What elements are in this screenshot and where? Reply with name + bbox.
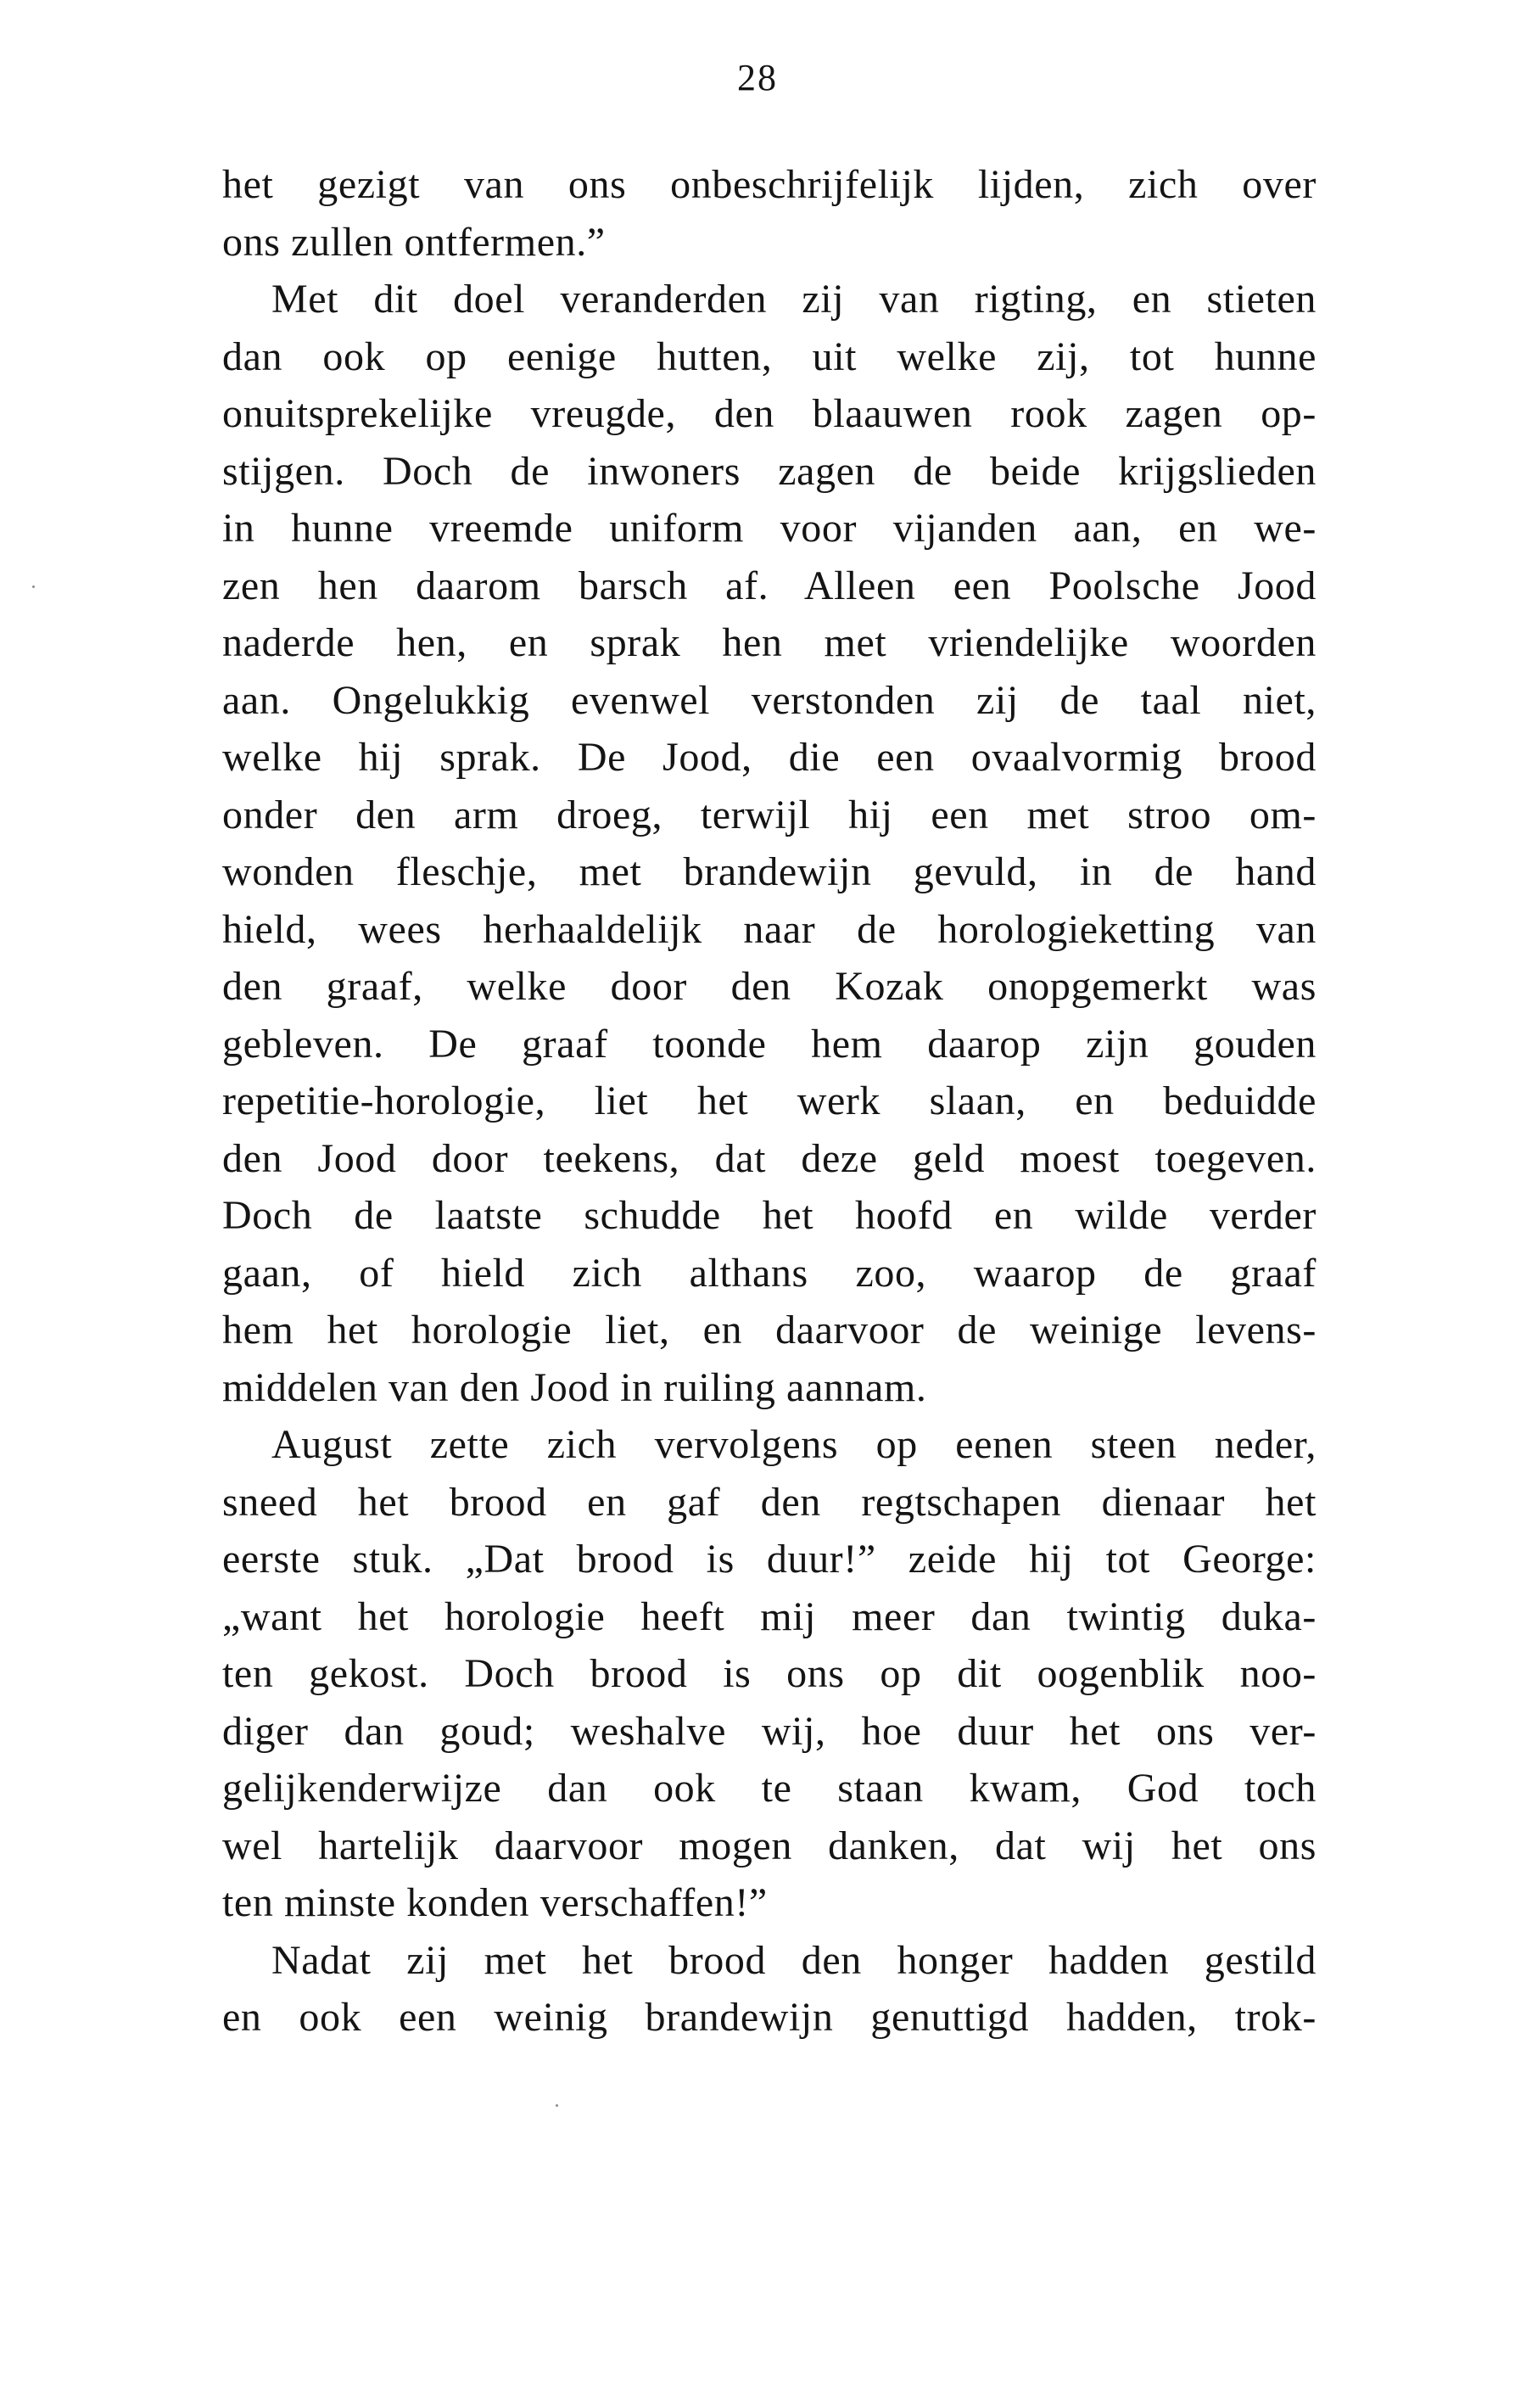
- text-line: „want het horologie heeft mij meer dan twintig duka-: [222, 1593, 1317, 1639]
- text-line: hield, wees herhaaldelijk naar de horologieketting van: [222, 906, 1317, 952]
- text-line: diger dan goud; weshalve wij, hoe duur het ons ver-: [222, 1708, 1317, 1754]
- text-line: ons zullen ontfermen.”: [222, 219, 606, 265]
- text-line: gelijkenderwijze dan ook te staan kwam, God toch: [222, 1766, 1317, 1811]
- paragraph-start-line: August zette zich vervolgens op eenen steen neder,: [271, 1422, 1317, 1467]
- text-line: middelen van den Jood in ruiling aannam.: [222, 1364, 927, 1410]
- page-number: 28: [737, 57, 778, 98]
- text-line: ten minste konden verschaffen!”: [222, 1880, 768, 1925]
- text-line: stijgen. Doch de inwoners zagen de beide krijgslieden: [222, 448, 1317, 494]
- text-line: aan. Ongelukkig evenwel verstonden zij de taal niet,: [222, 677, 1317, 723]
- text-line: wonden fleschje, met brandewijn gevuld, in de hand: [222, 849, 1317, 894]
- paper-speck: [32, 585, 35, 588]
- text-line: zen hen daarom barsch af. Alleen een Poolsche Jood: [222, 563, 1317, 608]
- paragraph-start-line: Nadat zij met het brood den honger hadden gestild: [271, 1937, 1317, 1983]
- text-line: den graaf, welke door den Kozak onopgemerkt was: [222, 964, 1317, 1009]
- text-line: welke hij sprak. De Jood, die een ovaalvormig brood: [222, 735, 1317, 780]
- text-line: gaan, of hield zich althans zoo, waarop de graaf: [222, 1250, 1317, 1296]
- text-line: het gezigt van ons onbeschrijfelijk lijden, zich over: [222, 162, 1317, 207]
- text-line: ten gekost. Doch brood is ons op dit oogenblik noo-: [222, 1651, 1317, 1696]
- paper-speck: [556, 2104, 558, 2107]
- text-line: dan ook op eenige hutten, uit welke zij, tot hunne: [222, 333, 1317, 379]
- text-line: wel hartelijk daarvoor mogen danken, dat wij het ons: [222, 1823, 1317, 1868]
- text-line: repetitie-horologie, liet het werk slaan, en beduidde: [222, 1078, 1317, 1123]
- text-line: den Jood door teekens, dat deze geld moest toegeven.: [222, 1135, 1317, 1181]
- body-text: [222, 156, 1317, 2047]
- text-line: eerste stuk. „Dat brood is duur!” zeide hij tot George:: [222, 1537, 1317, 1582]
- text-line: sneed het brood en gaf den regtschapen dienaar het: [222, 1479, 1317, 1525]
- text-line: onuitsprekelijke vreugde, den blaauwen rook zagen op-: [222, 391, 1317, 436]
- text-line: Doch de laatste schudde het hoofd en wilde verder: [222, 1193, 1317, 1238]
- text-line: gebleven. De graaf toonde hem daarop zijn gouden: [222, 1021, 1317, 1067]
- text-line: in hunne vreemde uniform voor vijanden aan, en we-: [222, 506, 1317, 551]
- text-line: onder den arm droeg, terwijl hij een met stroo om-: [222, 792, 1317, 837]
- text-line: hem het horologie liet, en daarvoor de weinige levens-: [222, 1308, 1317, 1352]
- text-line: en ook een weinig brandewijn genuttigd hadden, trok-: [222, 1995, 1317, 2040]
- text-line: naderde hen, en sprak hen met vriendelijke woorden: [222, 620, 1317, 665]
- paragraph-start-line: Met dit doel veranderden zij van rigting, en stieten: [271, 277, 1317, 322]
